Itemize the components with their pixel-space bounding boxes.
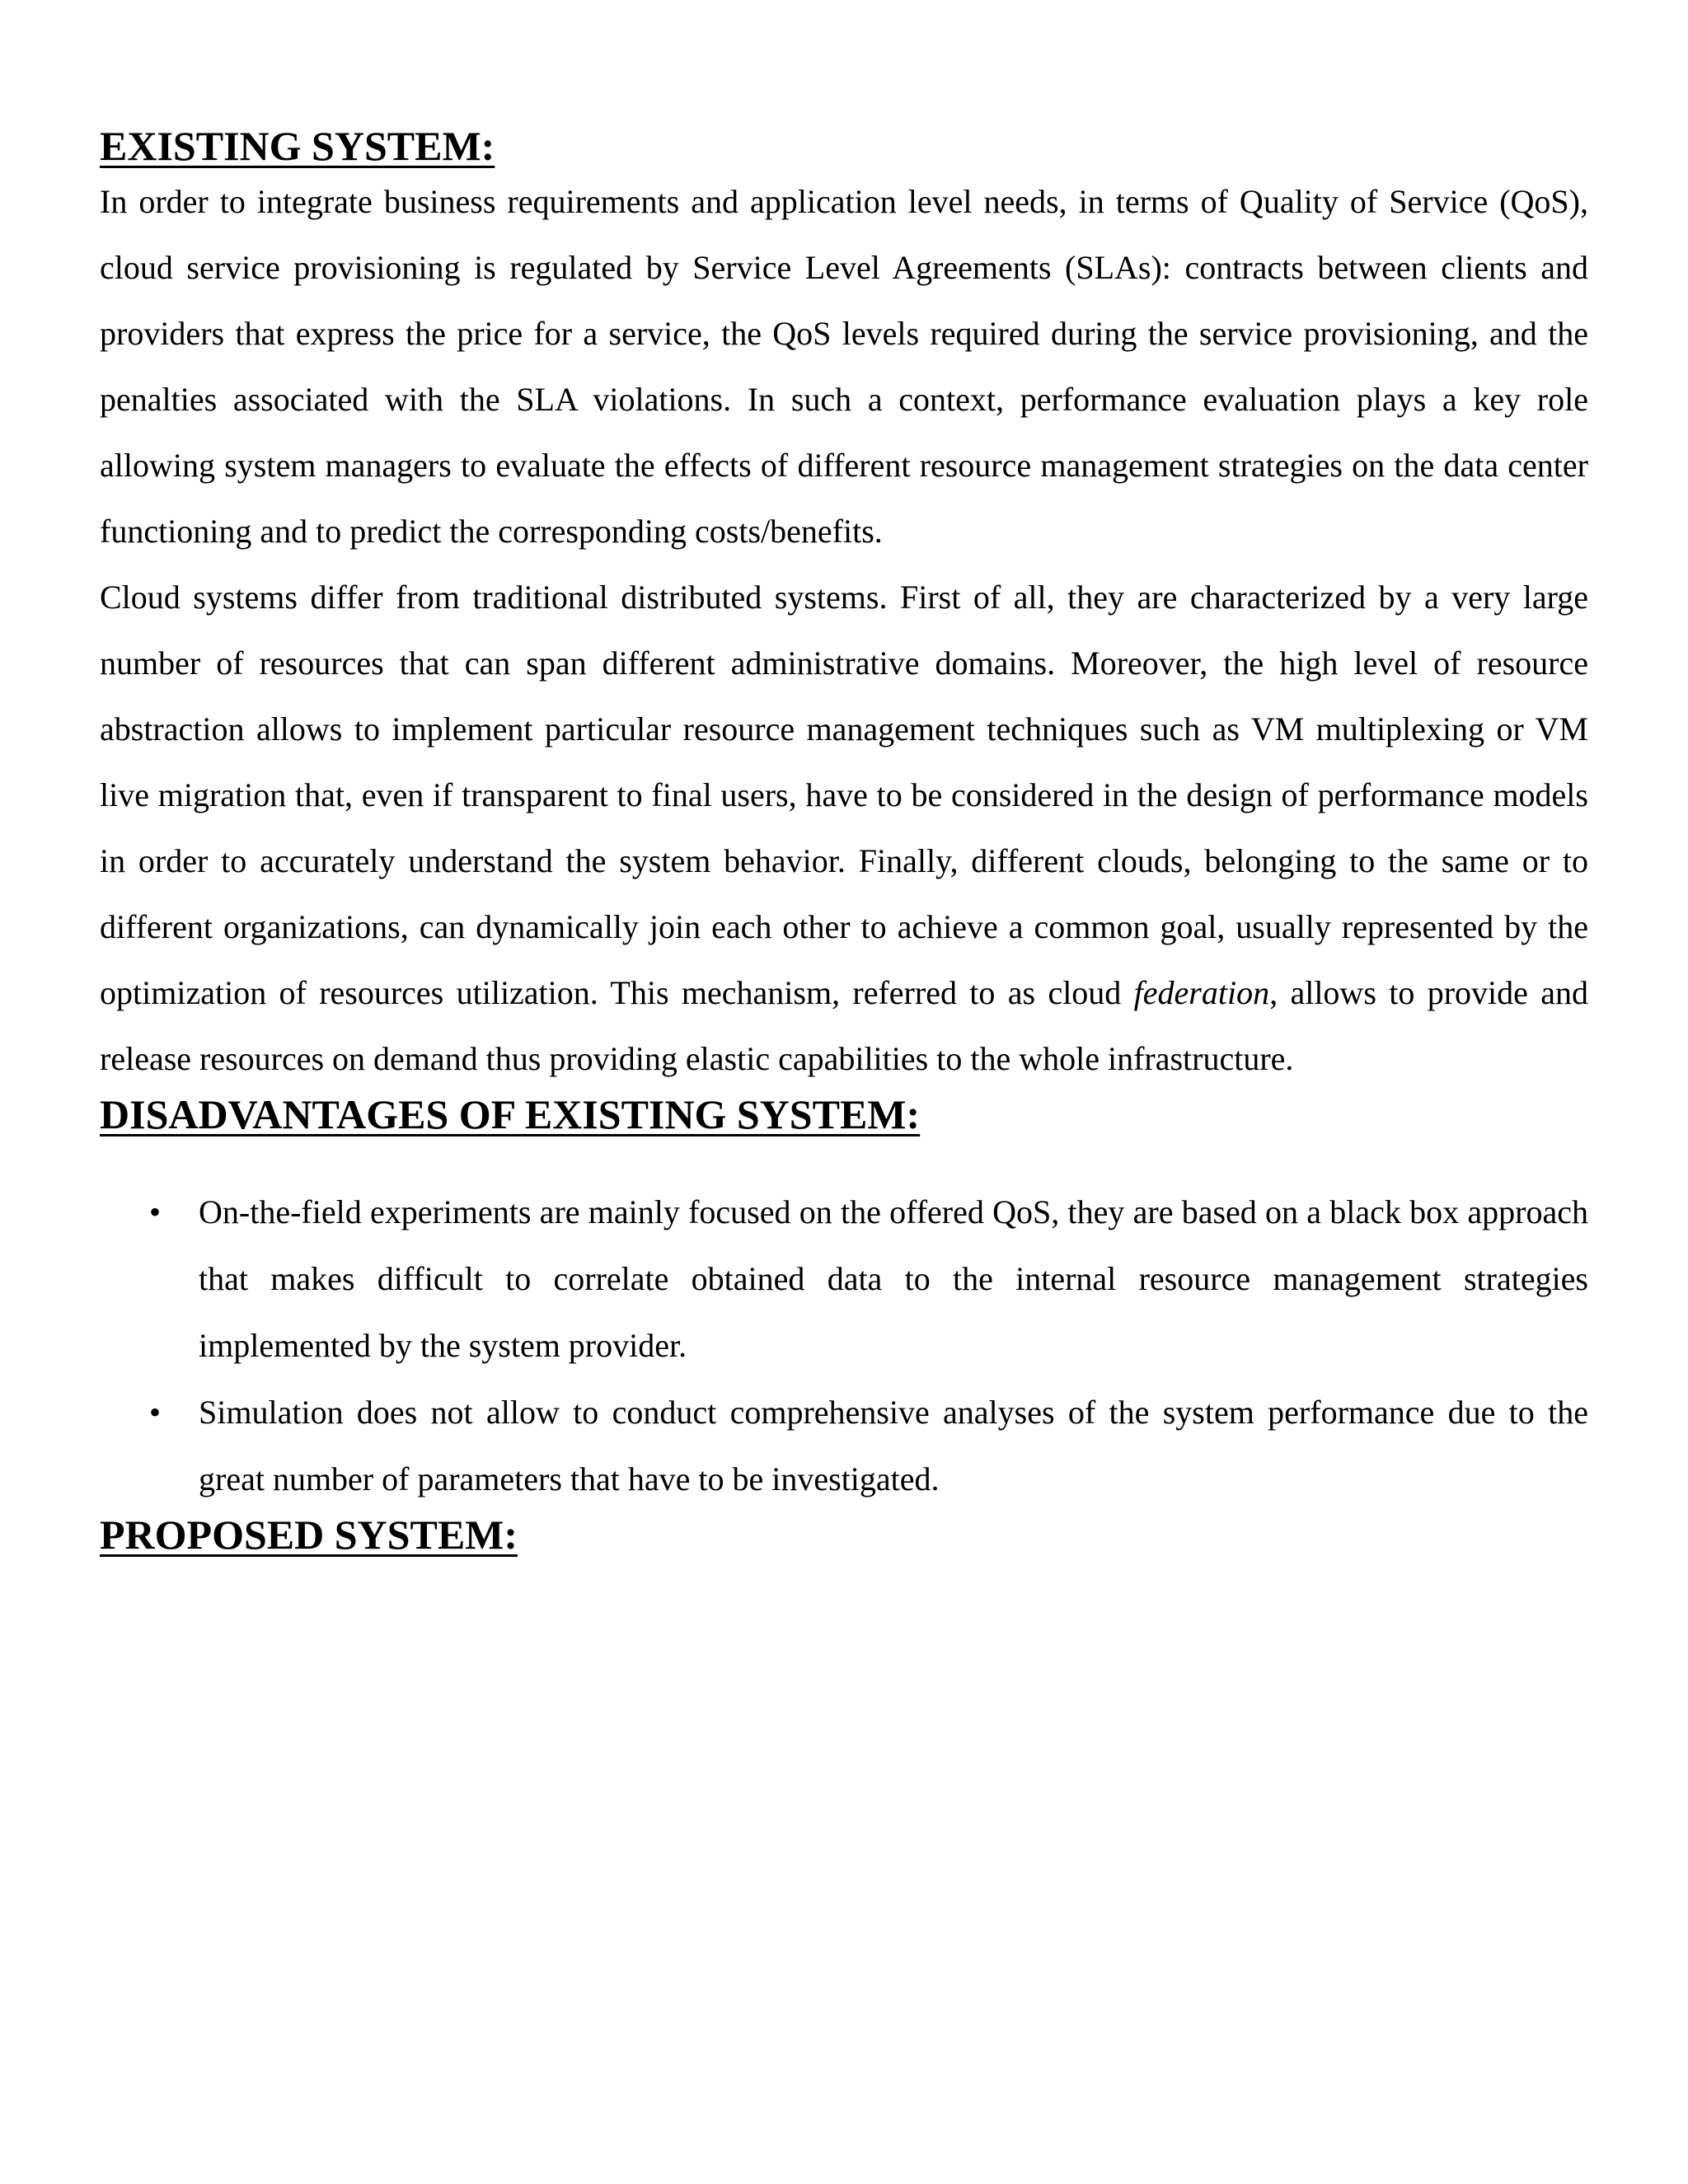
existing-system-paragraph-2 [100,565,1588,1092]
list-item-text: On-the-field experiments are mainly focused on the offered QoS, they are based on a black box approach that makes difficult to correlate obtained data to the internal resource management strategies implemented by the system provider. [199,1193,1588,1364]
federation-term: federation [1133,974,1270,1011]
existing-system-heading: EXISTING SYSTEM: [100,123,495,169]
list-item-text: Simulation does not allow to conduct comprehensive analyses of the system performance due to the great number of parameters that have to be investigated. [199,1394,1588,1497]
page-content [100,124,1588,1558]
list-item [100,1379,1588,1512]
list-item [100,1179,1588,1379]
disadvantages-list [100,1179,1588,1512]
paragraph-2-text-start: Cloud systems differ from traditional distributed systems. First of all, they are characterized by a very large number of resources that can span different administrative domains. Moreover, the high level of resource abstraction allows to implement particular resource management techniques such as VM multiplexing or VM live migration that, even if transparent to final users, have to be considered in the design of performance models in order to accurately understand the system behavior. Finally, different clouds, belonging to the same or to different organizations, can dynamically join each other to achieve a common goal, usually represented by the optimization of resources utilization. This mechanism, referred to as cloud [100,579,1588,1011]
paragraph-2-text-end: , allows to provide and release resources on demand thus providing elastic capabilities to the whole infrastructure. [100,974,1588,1077]
existing-system-paragraph-1: In order to integrate business requirements and application level needs, in terms of Quality of Service (QoS), cloud service provisioning is regulated by Service Level Agreements (SLAs): contracts between clients and providers that express the price for a service, the QoS levels required during the service provisioning, and the penalties associated with the SLA violations. In such a context, performance evaluation plays a key role allowing system managers to evaluate the effects of different resource management strategies on the data center functioning and to predict the corresponding costs/benefits. [100,183,1588,550]
disadvantages-heading: DISADVANTAGES OF EXISTING SYSTEM: [100,1091,921,1137]
bullet-icon: • [149,1193,162,1230]
proposed-system-heading: PROPOSED SYSTEM: [100,1511,518,1558]
bullet-icon: • [149,1394,162,1431]
